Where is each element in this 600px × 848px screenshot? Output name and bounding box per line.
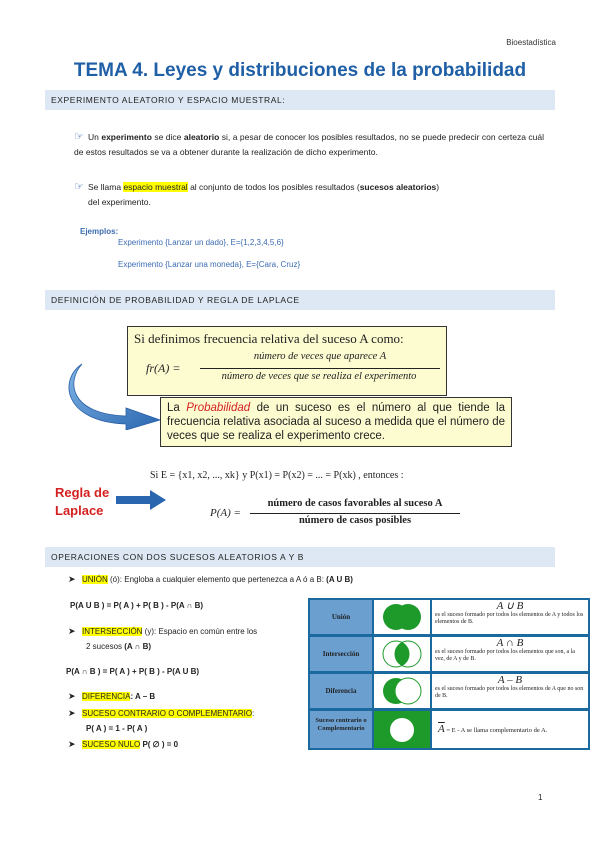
arrow-bullet-icon: ➤ xyxy=(68,626,76,636)
table-op-name: Unión xyxy=(310,600,372,634)
venn-union-icon xyxy=(374,600,430,634)
table-symbol: $\overline{A}$ xyxy=(438,723,445,735)
table-symbol: A – B xyxy=(497,674,523,686)
example-moneda: Experimento {Lanzar una moneda}, E={Cara, Cruz} xyxy=(118,260,301,269)
page-title: TEMA 4. Leyes y distribuciones de la probabilidad xyxy=(73,60,527,81)
table-description: es el suceso formado por todos los elementos de A que no son de B. xyxy=(435,686,584,699)
page-number: 1 xyxy=(538,793,543,802)
bullet-interseccion: ➤ INTERSECCIÓN (y): Espacio en común entre los 2 sucesos (A ∩ B) xyxy=(68,626,258,651)
probabilidad-word: Probabilidad xyxy=(186,402,251,414)
hand-pointer-icon: ☞ xyxy=(74,131,84,143)
arrow-bullet-icon: ➤ xyxy=(68,691,76,701)
section-heading-operaciones: OPERACIONES CON DOS SUCESOS ALEATORIOS A Y B xyxy=(45,547,555,567)
bullet-complementario: ➤ SUCESO CONTRARIO O COMPLEMENTARIO: xyxy=(68,706,254,721)
fraction-line xyxy=(200,368,440,369)
table-desc-cell xyxy=(432,711,588,748)
interseccion-formula: P(A ∩ B ) = P( A ) + P( B ) - P(A U B) xyxy=(66,667,200,676)
venn-complementario-icon xyxy=(374,711,430,748)
bullet-diferencia: ➤ DIFERENCIA: A – B xyxy=(68,689,155,704)
arrow-bullet-icon: ➤ xyxy=(68,708,76,718)
table-op-name: Suceso contrario o Complementario xyxy=(310,711,372,748)
laplace-label: Regla de Laplace xyxy=(55,485,110,518)
frecuencia-numerator: número de veces que aparece A xyxy=(253,351,387,362)
section-heading-probabilidad: DEFINICIÓN DE PROBABILIDAD Y REGLA DE LAPLACE xyxy=(45,290,555,310)
table-symbol: A ∪ B xyxy=(496,600,524,612)
table-desc-cell xyxy=(432,637,588,671)
probabilidad-definition-box: La Probabilidad de un suceso es el número al que tiende la frecuencia relativa asociada al suceso a medida que el número de veces que se realiza el experimento crece. xyxy=(160,397,512,447)
section-heading-experimento: EXPERIMENTO ALEATORIO Y ESPACIO MUESTRAL: xyxy=(45,90,555,110)
frecuencia-denominator: número de veces que se realiza el experimento xyxy=(221,371,417,382)
laplace-condition: Si E = {x1, x2, ..., xk} y P(x1) = P(x2) = ... = P(xk) , entonces : xyxy=(150,470,404,481)
bullet-union: ➤ UNIÓN (ó): Engloba a cualquier elemento que pertenezca a A ó a B: (A U B) xyxy=(68,572,353,587)
table-row xyxy=(310,637,588,671)
table-description: = E - A se llama complementario de A. xyxy=(446,727,548,734)
table-description: es el suceso formado por todos los elementos que son, a la vez, de A y de B. xyxy=(435,649,575,662)
table-desc-cell xyxy=(432,674,588,708)
complementario-formula: P( A ) = 1 - P( A ) xyxy=(86,724,148,733)
frecuencia-box xyxy=(127,326,447,396)
laplace-numerator: número de casos favorables al suceso A xyxy=(267,498,443,509)
example-dado: Experimento {Lanzar un dado}, E={1,2,3,4,5,6} xyxy=(118,238,284,247)
union-formula: P(A U B ) = P( A ) + P( B ) - P(A ∩ B) xyxy=(70,601,204,610)
table-row xyxy=(310,674,588,708)
arrow-bullet-icon: ➤ xyxy=(68,739,76,749)
table-op-name: Intersección xyxy=(310,637,372,671)
table-op-name: Diferencia xyxy=(310,674,372,708)
bullet-nulo: ➤ SUCESO NULO P( ∅ ) = 0 xyxy=(68,737,178,752)
course-header: Bioestadística xyxy=(506,38,556,47)
laplace-denominator: número de casos posibles xyxy=(298,515,412,526)
arrow-bullet-icon: ➤ xyxy=(68,574,76,584)
bullet-experimento: ☞ Un experimento se dice aleatorio si, a pesar de conocer los posibles resultados, no se puede predecir con certeza cuál de estos resultados se va a obtener durante la realización de dicho experimento. xyxy=(74,131,545,157)
curved-arrow-icon xyxy=(64,362,164,430)
frecuencia-lhs: fr(A) = xyxy=(146,361,181,375)
examples-label: Ejemplos: xyxy=(80,227,119,236)
venn-interseccion-icon xyxy=(374,637,430,671)
hand-pointer-icon: ☞ xyxy=(74,181,84,193)
table-description: es el suceso formado por todos los elementos de A y todos los elementos de B. xyxy=(435,612,584,625)
venn-diferencia-icon xyxy=(374,674,430,708)
table-row xyxy=(310,711,588,748)
operations-table xyxy=(308,598,590,750)
laplace-lhs: P(A) = xyxy=(210,507,241,519)
right-arrow-icon xyxy=(116,489,166,511)
table-row xyxy=(310,600,588,634)
bullet-espacio-muestral: ☞ Se llama espacio muestral al conjunto de todos los posibles resultados (sucesos aleatorios) del experimento. xyxy=(74,181,440,207)
table-symbol: A ∩ B xyxy=(496,637,524,649)
laplace-fraction-line xyxy=(250,513,460,514)
frecuencia-title: Si definimos frecuencia relativa del suceso A como: xyxy=(134,331,404,346)
table-desc-cell xyxy=(432,600,588,634)
